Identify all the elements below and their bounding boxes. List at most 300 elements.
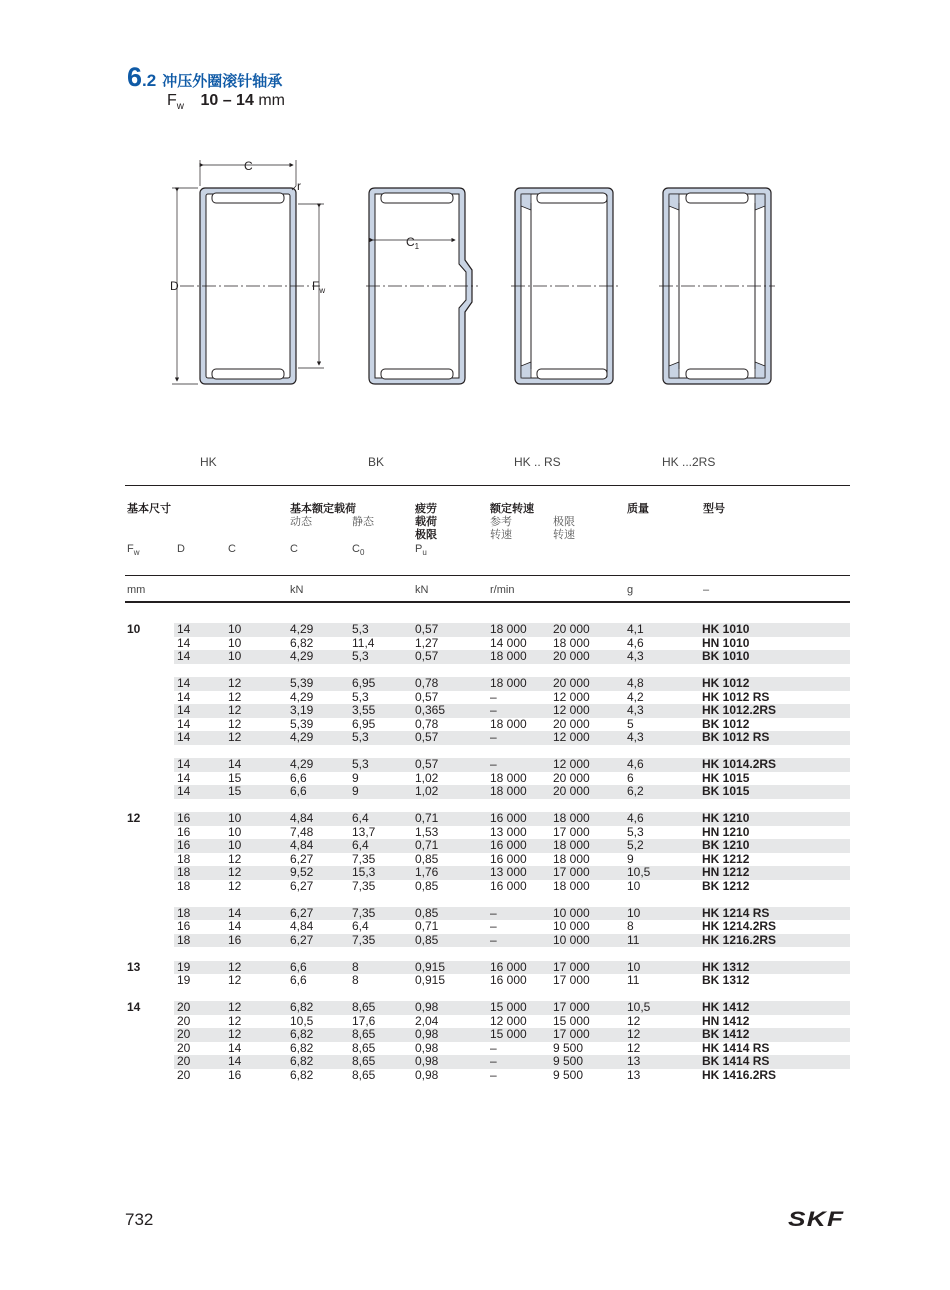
cell-c0: 9 xyxy=(352,770,359,785)
subtitle-range: 10 – 14 mm xyxy=(200,92,285,109)
section-title: 冲压外圈滚针轴承 xyxy=(162,72,283,90)
cell-ref-speed: 18 000 xyxy=(490,649,527,663)
header-basic-dims: 基本尺寸 xyxy=(127,502,171,515)
table-units-rule xyxy=(125,601,850,603)
cell-designation: HN 1210 xyxy=(702,824,750,839)
header-load-ratings: 基本额定载荷 xyxy=(290,502,356,515)
cell-c: 10 xyxy=(228,824,242,839)
cell-lim-speed: 17 000 xyxy=(553,824,590,839)
cell-pu: 0,915 xyxy=(415,973,446,987)
table-row xyxy=(174,704,850,718)
header-reference-2: 转速 xyxy=(490,528,512,541)
cell-designation: HK 1312 xyxy=(702,959,750,974)
table-row xyxy=(174,623,850,637)
cell-pu: 2,04 xyxy=(415,1013,439,1028)
cell-mass: 10 xyxy=(627,878,641,893)
cell-pu: 0,57 xyxy=(415,757,439,771)
cell-c-dynamic: 4,84 xyxy=(290,838,314,852)
cell-mass: 4,3 xyxy=(627,703,644,717)
table-row xyxy=(174,637,850,651)
cell-lim-speed: 18 000 xyxy=(553,851,590,866)
cell-d: 16 xyxy=(177,811,191,825)
cell-c-dynamic: 6,6 xyxy=(290,784,307,798)
cell-c0: 6,4 xyxy=(352,919,369,933)
cell-d: 20 xyxy=(177,1067,191,1082)
cell-c0: 8,65 xyxy=(352,1040,376,1055)
cell-c-dynamic: 6,6 xyxy=(290,973,307,987)
symbol-d: D xyxy=(177,543,185,555)
cell-c: 12 xyxy=(228,703,242,717)
cell-designation: BK 1015 xyxy=(702,784,750,798)
cell-designation: HN 1412 xyxy=(702,1013,750,1028)
section-number: 6 xyxy=(127,62,143,92)
cell-c-dynamic: 4,29 xyxy=(290,730,314,744)
cell-designation: HK 1212 xyxy=(702,851,750,866)
cell-c0: 5,3 xyxy=(352,689,369,704)
cell-c: 12 xyxy=(228,1013,242,1028)
cell-ref-speed: – xyxy=(490,932,497,947)
cell-pu: 0,57 xyxy=(415,689,439,704)
table-row xyxy=(174,920,850,934)
cell-designation: BK 1212 xyxy=(702,878,750,893)
cell-ref-speed: – xyxy=(490,757,497,771)
cell-ref-speed: – xyxy=(490,703,497,717)
cell-c-dynamic: 6,82 xyxy=(290,1054,314,1068)
cell-lim-speed: 12 000 xyxy=(553,689,590,704)
cell-lim-speed: 10 000 xyxy=(553,932,590,947)
cell-lim-speed: 9 500 xyxy=(553,1054,584,1068)
cell-designation: HK 1012 xyxy=(702,676,750,690)
table-row xyxy=(174,785,850,799)
cell-d: 14 xyxy=(177,757,191,771)
dim-label-c1: $C_1$ xyxy=(406,235,420,251)
cell-c0: 3,55 xyxy=(352,703,376,717)
cell-c-dynamic: 6,82 xyxy=(290,1000,314,1014)
unit-dash: – xyxy=(703,584,710,596)
group-fw-label: 10 xyxy=(127,622,141,636)
cell-lim-speed: 18 000 xyxy=(553,811,590,825)
cell-d: 14 xyxy=(177,635,191,650)
skf-logo: SKF xyxy=(788,1208,845,1231)
cell-c: 12 xyxy=(228,959,242,974)
cell-designation: HK 1014.2RS xyxy=(702,757,777,771)
cell-ref-speed: 16 000 xyxy=(490,973,527,987)
table-row xyxy=(174,1069,850,1083)
table-row xyxy=(174,853,850,867)
cell-d: 20 xyxy=(177,1000,191,1014)
cell-designation: HK 1214 RS xyxy=(702,905,770,920)
cell-ref-speed: 18 000 xyxy=(490,716,527,731)
unit-kn-fatigue: kN xyxy=(415,584,429,596)
cell-d: 14 xyxy=(177,770,191,785)
cell-d: 16 xyxy=(177,919,191,933)
drawing-hk-rs xyxy=(511,188,619,384)
cell-mass: 12 xyxy=(627,1027,641,1041)
cell-c-dynamic: 4,29 xyxy=(290,622,314,636)
cell-lim-speed: 9 500 xyxy=(553,1040,584,1055)
unit-kn-load: kN xyxy=(290,584,304,596)
cell-mass: 4,3 xyxy=(627,649,644,663)
cell-designation: HK 1414 RS xyxy=(702,1040,770,1055)
cell-c0: 5,3 xyxy=(352,649,369,663)
cell-mass: 4,6 xyxy=(627,811,644,825)
cell-d: 18 xyxy=(177,905,191,920)
symbol-fw: $F_w$ xyxy=(127,543,140,558)
table-header-rule xyxy=(125,575,850,576)
cell-c-dynamic: 5,39 xyxy=(290,676,314,690)
table-row xyxy=(174,974,850,988)
cell-ref-speed: – xyxy=(490,730,497,744)
cell-c: 12 xyxy=(228,851,242,866)
cell-ref-speed: 16 000 xyxy=(490,851,527,866)
cell-c0: 7,35 xyxy=(352,932,376,947)
cell-c: 14 xyxy=(228,905,242,920)
cell-ref-speed: 15 000 xyxy=(490,1000,527,1014)
cell-d: 14 xyxy=(177,730,191,744)
symbol-pu: $P_u$ xyxy=(415,543,427,558)
cell-ref-speed: 16 000 xyxy=(490,959,527,974)
table-row xyxy=(174,772,850,786)
table-top-rule xyxy=(125,485,850,486)
cell-c0: 8,65 xyxy=(352,1027,376,1041)
cell-ref-speed: 16 000 xyxy=(490,838,527,852)
cell-ref-speed: 14 000 xyxy=(490,635,527,650)
cell-lim-speed: 15 000 xyxy=(553,1013,590,1028)
cell-ref-speed: 16 000 xyxy=(490,811,527,825)
cell-pu: 1,02 xyxy=(415,784,439,798)
cell-c0: 11,4 xyxy=(352,635,375,650)
cell-mass: 4,6 xyxy=(627,635,644,650)
cell-pu: 0,915 xyxy=(415,959,446,974)
cell-c0: 5,3 xyxy=(352,757,369,771)
group-fw-label: 14 xyxy=(127,1000,141,1014)
cell-c0: 8 xyxy=(352,959,359,974)
cell-d: 18 xyxy=(177,878,191,893)
table-row xyxy=(174,880,850,894)
unit-g: g xyxy=(627,584,634,596)
cell-c0: 8,65 xyxy=(352,1054,376,1068)
cell-ref-speed: 15 000 xyxy=(490,1027,527,1041)
cell-ref-speed: – xyxy=(490,905,497,920)
cell-designation: BK 1012 xyxy=(702,716,750,731)
cell-designation: HK 1216.2RS xyxy=(702,932,777,947)
cell-c-dynamic: 6,82 xyxy=(290,1040,314,1055)
cell-c0: 7,35 xyxy=(352,851,376,866)
cell-pu: 0,85 xyxy=(415,878,439,893)
cell-d: 16 xyxy=(177,838,191,852)
cell-c-dynamic: 6,6 xyxy=(290,959,307,974)
header-fatigue-3: 极限 xyxy=(415,528,437,541)
drawing-label-hk-2rs: HK ...2RS xyxy=(662,455,716,469)
cell-mass: 5,3 xyxy=(627,824,644,839)
cell-mass: 5 xyxy=(627,716,634,731)
header-limiting-2: 转速 xyxy=(553,528,575,541)
cell-ref-speed: 18 000 xyxy=(490,770,527,785)
cell-c: 12 xyxy=(228,716,242,731)
cell-pu: 0,71 xyxy=(415,811,439,825)
header-mass: 质量 xyxy=(627,502,649,515)
cell-lim-speed: 10 000 xyxy=(553,919,590,933)
cell-designation: BK 1210 xyxy=(702,838,750,852)
cell-d: 14 xyxy=(177,689,191,704)
table-row xyxy=(174,934,850,948)
cell-d: 14 xyxy=(177,716,191,731)
subtitle-symbol: $F_w$ xyxy=(167,92,185,113)
table-row xyxy=(174,907,850,921)
cell-designation: HN 1010 xyxy=(702,635,750,650)
cell-c: 14 xyxy=(228,1040,242,1055)
cell-c: 12 xyxy=(228,1000,242,1014)
cell-c0: 15,3 xyxy=(352,865,376,879)
header-fatigue-1: 疲劳 xyxy=(415,502,437,515)
cell-designation: BK 1312 xyxy=(702,973,750,987)
cell-d: 16 xyxy=(177,824,191,839)
cell-c0: 8,65 xyxy=(352,1000,376,1014)
cell-d: 20 xyxy=(177,1040,191,1055)
cell-d: 14 xyxy=(177,622,191,636)
cell-c0: 6,95 xyxy=(352,676,376,690)
cell-pu: 0,365 xyxy=(415,703,446,717)
cell-ref-speed: 18 000 xyxy=(490,784,527,798)
cell-ref-speed: – xyxy=(490,919,497,933)
cell-lim-speed: 12 000 xyxy=(553,730,590,744)
cell-mass: 5,2 xyxy=(627,838,644,852)
dim-label-r: r xyxy=(297,179,301,193)
table-row xyxy=(174,731,850,745)
cell-d: 14 xyxy=(177,703,191,717)
cell-mass: 4,6 xyxy=(627,757,644,771)
cell-c-dynamic: 6,27 xyxy=(290,878,314,893)
cell-c-dynamic: 6,27 xyxy=(290,905,314,920)
cell-mass: 11 xyxy=(627,932,640,947)
cell-ref-speed: 18 000 xyxy=(490,676,527,690)
cell-c0: 8 xyxy=(352,973,359,987)
page-number: 732 xyxy=(125,1210,154,1229)
cell-designation: BK 1412 xyxy=(702,1027,750,1041)
table-row xyxy=(174,1001,850,1015)
drawing-hk xyxy=(170,159,325,384)
cell-lim-speed: 17 000 xyxy=(553,1000,590,1014)
cell-c-dynamic: 10,5 xyxy=(290,1013,314,1028)
cell-mass: 6 xyxy=(627,770,634,785)
drawing-label-bk: BK xyxy=(368,455,385,469)
cell-mass: 12 xyxy=(627,1013,641,1028)
cell-mass: 4,8 xyxy=(627,676,644,690)
group-fw-label: 13 xyxy=(127,959,141,974)
cell-c-dynamic: 4,29 xyxy=(290,689,314,704)
cell-mass: 13 xyxy=(627,1054,641,1068)
cell-c-dynamic: 5,39 xyxy=(290,716,314,731)
cell-pu: 0,85 xyxy=(415,932,439,947)
cell-pu: 0,71 xyxy=(415,838,439,852)
cell-designation: BK 1012 RS xyxy=(702,730,770,744)
cell-lim-speed: 20 000 xyxy=(553,622,590,636)
cell-d: 19 xyxy=(177,959,191,974)
cell-pu: 0,78 xyxy=(415,676,439,690)
cell-d: 19 xyxy=(177,973,191,987)
drawing-label-hk-rs: HK .. RS xyxy=(514,455,561,469)
cell-c: 10 xyxy=(228,622,242,636)
cell-lim-speed: 10 000 xyxy=(553,905,590,920)
cell-designation: HK 1210 xyxy=(702,811,750,825)
cell-lim-speed: 20 000 xyxy=(553,649,590,663)
cell-c-dynamic: 4,84 xyxy=(290,919,314,933)
cell-pu: 0,57 xyxy=(415,649,439,663)
cell-mass: 10 xyxy=(627,959,641,974)
table-row xyxy=(174,826,850,840)
cell-c0: 8,65 xyxy=(352,1067,376,1082)
dim-label-fw: $F_w$ xyxy=(312,279,326,295)
bearing-drawings xyxy=(0,0,950,440)
symbol-c-dynamic: C xyxy=(290,543,298,555)
cell-c-dynamic: 6,27 xyxy=(290,851,314,866)
table-row xyxy=(174,758,850,772)
cell-mass: 12 xyxy=(627,1040,641,1055)
unit-rmin: r/min xyxy=(490,584,515,596)
cell-pu: 0,98 xyxy=(415,1027,439,1041)
cell-c: 14 xyxy=(228,1054,242,1068)
cell-d: 18 xyxy=(177,851,191,866)
cell-d: 20 xyxy=(177,1054,191,1068)
cell-c: 16 xyxy=(228,932,242,947)
cell-c: 10 xyxy=(228,838,242,852)
cell-lim-speed: 12 000 xyxy=(553,757,590,771)
cell-pu: 0,78 xyxy=(415,716,439,731)
drawing-label-hk: HK xyxy=(200,455,217,469)
cell-c0: 7,35 xyxy=(352,878,376,893)
cell-d: 18 xyxy=(177,932,191,947)
table-row xyxy=(174,677,850,691)
cell-lim-speed: 18 000 xyxy=(553,878,590,893)
cell-designation: BK 1010 xyxy=(702,649,750,663)
cell-ref-speed: – xyxy=(490,1054,497,1068)
cell-c-dynamic: 4,29 xyxy=(290,649,314,663)
cell-designation: HK 1012 RS xyxy=(702,689,770,704)
unit-mm: mm xyxy=(127,584,146,596)
cell-ref-speed: – xyxy=(490,1040,497,1055)
cell-c-dynamic: 4,29 xyxy=(290,757,314,771)
table-row xyxy=(174,1028,850,1042)
cell-ref-speed: 13 000 xyxy=(490,865,527,879)
cell-mass: 9 xyxy=(627,851,634,866)
cell-c-dynamic: 6,82 xyxy=(290,635,314,650)
cell-c: 16 xyxy=(228,1067,242,1082)
cell-mass: 8 xyxy=(627,919,634,933)
cell-c0: 7,35 xyxy=(352,905,376,920)
section-sub-number: .2 xyxy=(142,71,157,90)
cell-c0: 6,95 xyxy=(352,716,376,731)
dim-label-c: C xyxy=(244,159,253,173)
cell-mass: 11 xyxy=(627,973,640,987)
cell-c-dynamic: 6,6 xyxy=(290,770,307,785)
cell-c: 14 xyxy=(228,757,242,771)
dim-label-d: D xyxy=(170,279,179,293)
table-row xyxy=(174,718,850,732)
table-row xyxy=(174,1055,850,1069)
symbol-c: C xyxy=(228,543,236,555)
cell-c: 12 xyxy=(228,878,242,893)
cell-pu: 0,98 xyxy=(415,1040,439,1055)
cell-designation: HK 1012.2RS xyxy=(702,703,777,717)
cell-ref-speed: 16 000 xyxy=(490,878,527,893)
cell-c: 15 xyxy=(228,784,242,798)
cell-d: 18 xyxy=(177,865,191,879)
cell-c0: 6,4 xyxy=(352,811,369,825)
cell-pu: 0,98 xyxy=(415,1054,439,1068)
table-row xyxy=(174,1042,850,1056)
cell-c: 10 xyxy=(228,635,242,650)
cell-c0: 17,6 xyxy=(352,1013,376,1028)
cell-c0: 13,7 xyxy=(352,824,376,839)
symbol-c0: $C_0$ xyxy=(352,543,365,558)
cell-mass: 4,1 xyxy=(627,622,644,636)
table-row xyxy=(174,650,850,664)
cell-ref-speed: 13 000 xyxy=(490,824,527,839)
cell-pu: 0,85 xyxy=(415,905,439,920)
cell-designation: HK 1412 xyxy=(702,1000,750,1014)
group-fw-label: 12 xyxy=(127,811,141,825)
cell-lim-speed: 18 000 xyxy=(553,635,590,650)
cell-c0: 5,3 xyxy=(352,622,369,636)
table-row xyxy=(174,839,850,853)
cell-pu: 0,98 xyxy=(415,1000,439,1014)
cell-lim-speed: 9 500 xyxy=(553,1067,584,1082)
cell-d: 14 xyxy=(177,649,191,663)
cell-c: 15 xyxy=(228,770,242,785)
cell-d: 20 xyxy=(177,1027,191,1041)
cell-lim-speed: 17 000 xyxy=(553,1027,590,1041)
cell-mass: 10,5 xyxy=(627,865,651,879)
table-row xyxy=(174,691,850,705)
cell-pu: 1,53 xyxy=(415,824,439,839)
drawing-hk-2rs xyxy=(659,188,775,384)
cell-mass: 6,2 xyxy=(627,784,644,798)
cell-designation: BK 1414 RS xyxy=(702,1054,770,1068)
cell-pu: 1,76 xyxy=(415,865,439,879)
cell-lim-speed: 12 000 xyxy=(553,703,590,717)
cell-lim-speed: 17 000 xyxy=(553,959,590,974)
cell-designation: HN 1212 xyxy=(702,865,750,879)
cell-c-dynamic: 4,84 xyxy=(290,811,314,825)
header-speed-ratings: 额定转速 xyxy=(490,502,534,515)
cell-c: 12 xyxy=(228,689,242,704)
cell-c: 10 xyxy=(228,811,242,825)
cell-c: 14 xyxy=(228,919,242,933)
header-designation: 型号 xyxy=(703,502,725,515)
header-static: 静态 xyxy=(352,515,374,528)
cell-c-dynamic: 6,27 xyxy=(290,932,314,947)
cell-ref-speed: – xyxy=(490,689,497,704)
cell-designation: HK 1214.2RS xyxy=(702,919,777,933)
cell-d: 14 xyxy=(177,676,191,690)
cell-c-dynamic: 7,48 xyxy=(290,824,314,839)
cell-ref-speed: 12 000 xyxy=(490,1013,527,1028)
header-limiting: 极限 xyxy=(553,515,575,528)
cell-c-dynamic: 3,19 xyxy=(290,703,314,717)
cell-c-dynamic: 6,82 xyxy=(290,1067,314,1082)
header-fatigue-2: 载荷 xyxy=(415,515,437,528)
cell-pu: 0,57 xyxy=(415,730,439,744)
cell-lim-speed: 20 000 xyxy=(553,770,590,785)
table-row xyxy=(174,961,850,975)
cell-lim-speed: 18 000 xyxy=(553,838,590,852)
cell-d: 20 xyxy=(177,1013,191,1028)
cell-lim-speed: 20 000 xyxy=(553,716,590,731)
cell-lim-speed: 17 000 xyxy=(553,973,590,987)
cell-c0: 9 xyxy=(352,784,359,798)
drawing-bk xyxy=(366,188,478,384)
cell-mass: 4,2 xyxy=(627,689,644,704)
